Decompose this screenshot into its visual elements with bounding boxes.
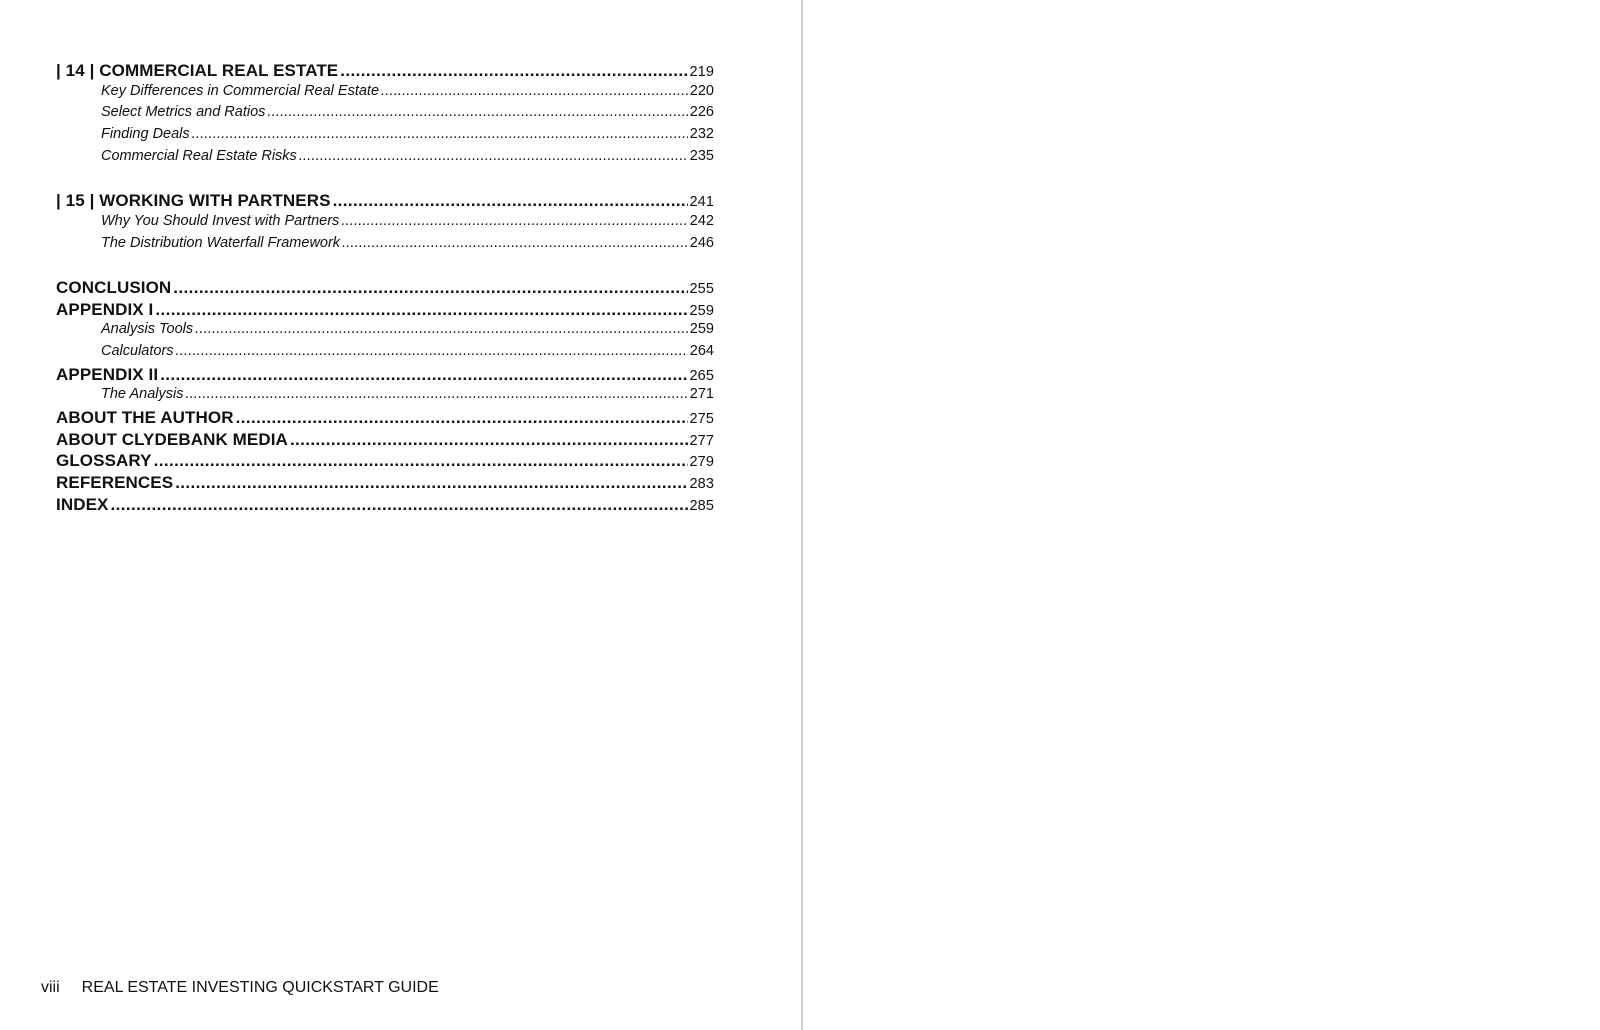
toc-dot-leader bbox=[185, 386, 687, 402]
toc-entry-title: Commercial Real Estate Risks bbox=[101, 147, 297, 164]
toc-entry-title: ABOUT THE AUTHOR bbox=[56, 408, 234, 427]
toc-entry-main[interactable] bbox=[56, 495, 714, 517]
toc-entry-title: The Distribution Waterfall Framework bbox=[101, 234, 341, 251]
toc-entry-sub[interactable] bbox=[56, 386, 714, 408]
toc-entry-page-number: 241 bbox=[689, 194, 714, 211]
toc-dot-leader bbox=[192, 126, 688, 142]
toc-entry-page-number: 226 bbox=[689, 104, 714, 121]
toc-entry-title: GLOSSARY bbox=[56, 451, 152, 471]
toc-entry-page-number: 264 bbox=[689, 342, 714, 359]
toc-entry-page-number: 259 bbox=[689, 302, 714, 319]
toc-dot-leader bbox=[342, 235, 688, 251]
toc-dot-leader bbox=[290, 430, 688, 450]
toc-dot-leader bbox=[175, 473, 687, 493]
toc-entry-title: Finding Deals bbox=[101, 126, 190, 143]
toc-entry-title: Select Metrics and Ratios bbox=[101, 104, 266, 121]
toc-entry-sub[interactable] bbox=[56, 213, 714, 235]
toc-dot-leader bbox=[176, 343, 688, 359]
toc-entry-title: The Analysis bbox=[101, 386, 184, 403]
toc-entry-page-number: 279 bbox=[689, 454, 714, 471]
toc-entry-title: Key Differences in Commercial Real Estate bbox=[101, 82, 380, 99]
toc-entry-title: REFERENCES bbox=[56, 473, 174, 493]
toc-dot-leader bbox=[110, 495, 687, 515]
toc-entry-page-number: 277 bbox=[689, 432, 714, 449]
toc-entry-main[interactable] bbox=[56, 300, 714, 322]
footer-book-title: REAL ESTATE INVESTING QUICKSTART GUIDE bbox=[81, 979, 439, 996]
toc-entry-title: INDEX bbox=[56, 494, 109, 514]
toc-dot-leader bbox=[236, 408, 688, 428]
toc-entry-sub[interactable] bbox=[56, 321, 714, 343]
toc-entry-page-number: 275 bbox=[689, 411, 714, 427]
toc-entry-sub[interactable] bbox=[56, 235, 714, 257]
toc-entry-title: Analysis Tools bbox=[101, 321, 194, 338]
toc-entry-title: CONCLUSION bbox=[56, 277, 172, 297]
toc-entry-sub[interactable] bbox=[56, 104, 714, 126]
toc-entry-main[interactable] bbox=[56, 278, 714, 300]
footer-page-number: viii bbox=[41, 979, 60, 996]
toc-entry-page-number: 259 bbox=[689, 321, 714, 338]
toc-dot-leader bbox=[340, 61, 687, 81]
toc-entry-page-number: 219 bbox=[689, 64, 714, 80]
toc-entry-page-number: 271 bbox=[689, 386, 714, 403]
toc-entry-main[interactable] bbox=[56, 61, 714, 83]
toc-entry-page-number: 265 bbox=[689, 367, 714, 384]
toc-dot-leader bbox=[155, 300, 687, 320]
toc-dot-leader bbox=[341, 213, 687, 229]
toc-entry-main[interactable] bbox=[56, 408, 714, 430]
toc-entry-title: | 15 | WORKING WITH PARTNERS bbox=[56, 191, 331, 211]
toc-entry-page-number: 283 bbox=[689, 476, 714, 493]
toc-entry-sub[interactable] bbox=[56, 148, 714, 170]
toc-group-spacer bbox=[56, 169, 714, 191]
toc-entry-title: | 14 | COMMERCIAL REAL ESTATE bbox=[56, 61, 339, 80]
toc-entry-sub[interactable] bbox=[56, 83, 714, 105]
table-of-contents bbox=[56, 61, 714, 516]
toc-entry-sub[interactable] bbox=[56, 343, 714, 365]
toc-entry-main[interactable] bbox=[56, 191, 714, 213]
toc-entry-page-number: 220 bbox=[689, 82, 714, 99]
toc-dot-leader bbox=[299, 148, 688, 164]
toc-entry-page-number: 246 bbox=[689, 234, 714, 251]
toc-entry-main[interactable] bbox=[56, 473, 714, 495]
toc-entry-page-number: 232 bbox=[689, 126, 714, 143]
page-footer bbox=[41, 979, 439, 997]
toc-entry-main[interactable] bbox=[56, 430, 714, 452]
toc-entry-page-number: 235 bbox=[689, 147, 714, 164]
toc-entry-page-number: 255 bbox=[689, 280, 714, 297]
toc-dot-leader bbox=[160, 365, 687, 385]
toc-entry-sub[interactable] bbox=[56, 126, 714, 148]
toc-entry-page-number: 242 bbox=[689, 212, 714, 229]
toc-dot-leader bbox=[267, 104, 687, 120]
toc-dot-leader bbox=[173, 278, 687, 298]
toc-dot-leader bbox=[195, 321, 688, 337]
toc-dot-leader bbox=[333, 191, 688, 211]
toc-entry-title: APPENDIX II bbox=[56, 364, 159, 384]
toc-entry-main[interactable] bbox=[56, 365, 714, 387]
toc-entry-title: ABOUT CLYDEBANK MEDIA bbox=[56, 429, 288, 449]
toc-entry-title: Calculators bbox=[101, 342, 174, 359]
right-page-blank bbox=[803, 0, 1600, 1030]
toc-entry-title: Why You Should Invest with Partners bbox=[101, 212, 340, 229]
toc-dot-leader bbox=[154, 451, 688, 471]
toc-entry-main[interactable] bbox=[56, 451, 714, 473]
toc-group-spacer bbox=[56, 256, 714, 278]
toc-dot-leader bbox=[381, 83, 688, 99]
toc-entry-page-number: 285 bbox=[689, 497, 714, 514]
toc-entry-title: APPENDIX I bbox=[56, 299, 154, 319]
